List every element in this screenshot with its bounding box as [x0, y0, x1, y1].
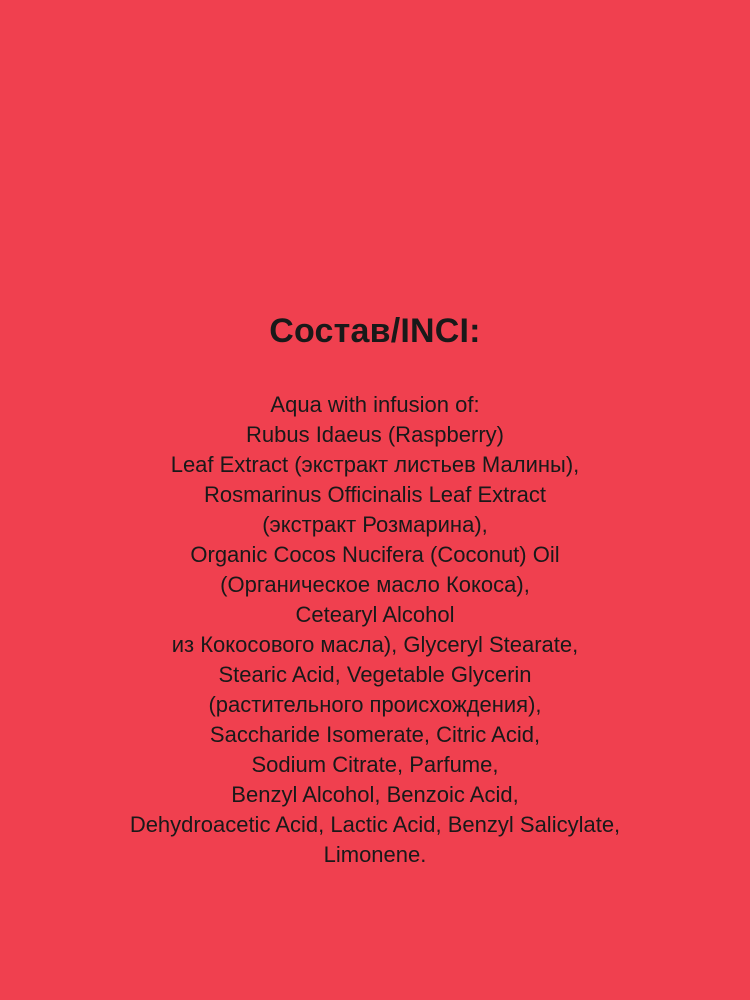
ingredients-line: Stearic Acid, Vegetable Glycerin [218, 662, 532, 687]
ingredients-line: (растительного происхождения), [208, 692, 542, 717]
ingredients-line: Benzyl Alcohol, Benzoic Acid, [231, 782, 519, 807]
ingredients-line: Dehydroacetic Acid, Lactic Acid, Benzyl Salicylate, [129, 812, 621, 837]
ingredients-line: Cetearyl Alcohol [295, 602, 455, 627]
ingredients-list [0, 390, 750, 870]
ingredients-line: Organic Cocos Nucifera (Coconut) Oil [190, 542, 560, 567]
ingredients-line: Saccharide Isomerate, Citric Acid, [209, 722, 541, 747]
ingredients-line: Limonene. [323, 842, 427, 867]
ingredients-line: (экстракт Розмарина), [262, 512, 488, 537]
ingredients-line: Leaf Extract (экстракт листьев Малины), [170, 452, 580, 477]
ingredients-line: Rosmarinus Officinalis Leaf Extract [204, 482, 546, 507]
ingredients-line: Aqua with infusion of: [270, 392, 480, 417]
ingredients-title: Состав/INCI: [269, 312, 481, 350]
ingredients-line: из Кокосового масла), Glyceryl Stearate, [171, 632, 579, 657]
ingredients-line: (Органическое масло Кокоса), [220, 572, 530, 597]
ingredients-line: Sodium Citrate, Parfume, [251, 752, 499, 777]
ingredients-line: Rubus Idaeus (Raspberry) [245, 422, 504, 447]
